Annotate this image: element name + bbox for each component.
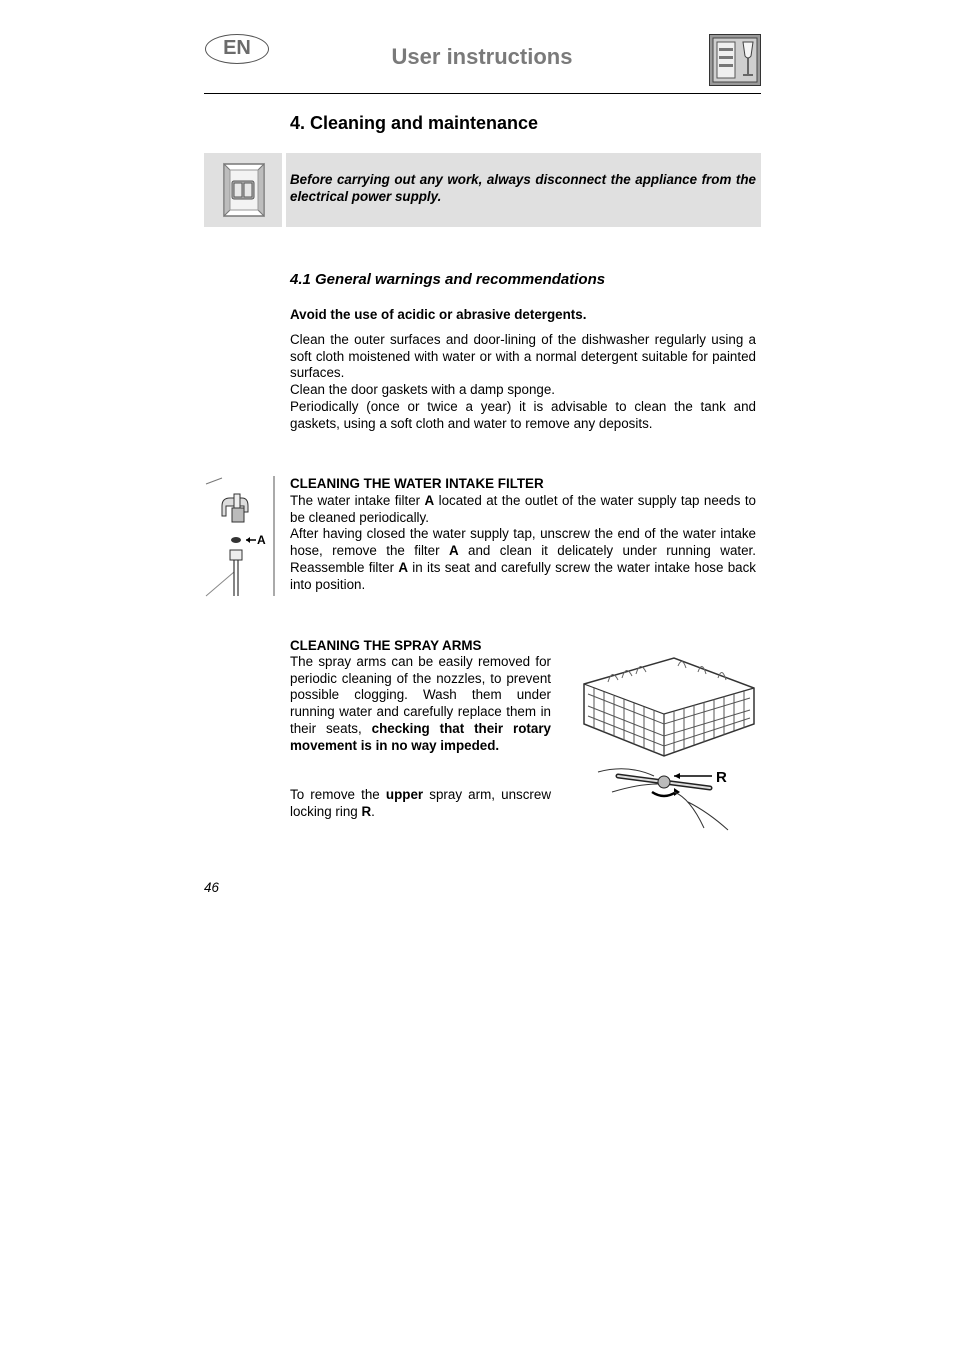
header-title: User instructions (391, 44, 573, 69)
spray-arms-text: The spray arms can be easily removed for periodic cleaning of the nozzles, to prevent possible clogging. Wash them under running water and carefully replace them in their seats, checking that their rotary movement is in no way impeded. (290, 654, 551, 753)
locking-ring-label-r: R (716, 769, 727, 786)
power-switch-icon (204, 153, 282, 227)
water-tap-filter-icon (204, 476, 276, 598)
intake-filter-p1: The water intake filter A located at the outlet of the water supply tap needs to be cleaned periodically. (290, 493, 756, 525)
detergent-warning: Avoid the use of acidic or abrasive detergents. (290, 307, 587, 322)
section-title: 4. Cleaning and maintenance (290, 113, 539, 133)
header-divider (204, 93, 761, 94)
dishwasher-icon (709, 34, 761, 86)
general-recommendations (290, 332, 756, 432)
warning-icon-panel (204, 153, 282, 227)
intake-filter-text (290, 493, 756, 593)
dish-basket-spray-arm-icon (578, 652, 758, 832)
upper-spray-arm-text: To remove the upper spray arm, unscrew locking ring R. (290, 787, 551, 819)
subsection-title: 4.1 General warnings and recommendations (290, 271, 606, 288)
outer-surfaces-text: Clean the outer surfaces and door-lining of the dishwasher regularly using a soft cloth moistened with water or with a normal detergent suitable for painted surfaces. (290, 332, 756, 381)
door-gaskets-text: Clean the door gaskets with a damp sponge. (290, 382, 556, 398)
intake-filter-p2: After having closed the water supply tap, unscrew the end of the water intake hose, remove the filter A and clean it delicately under running water. Reassemble filter A in its seat and carefully screw the water intake hose back into position. (290, 526, 756, 592)
spray-arms-heading: CLEANING THE SPRAY ARMS (290, 638, 482, 653)
periodic-cleaning-text: Periodically (once or twice a year) it is advisable to clean the tank and gaskets, using a soft cloth and water to remove any deposits. (290, 398, 756, 431)
intake-filter-heading: CLEANING THE WATER INTAKE FILTER (290, 476, 544, 491)
language-badge: EN (205, 34, 269, 64)
warning-text: Before carrying out any work, always disconnect the appliance from the electrical power supply. (290, 172, 756, 204)
page-number: 46 (204, 880, 219, 895)
filter-label-a: A (257, 533, 266, 547)
